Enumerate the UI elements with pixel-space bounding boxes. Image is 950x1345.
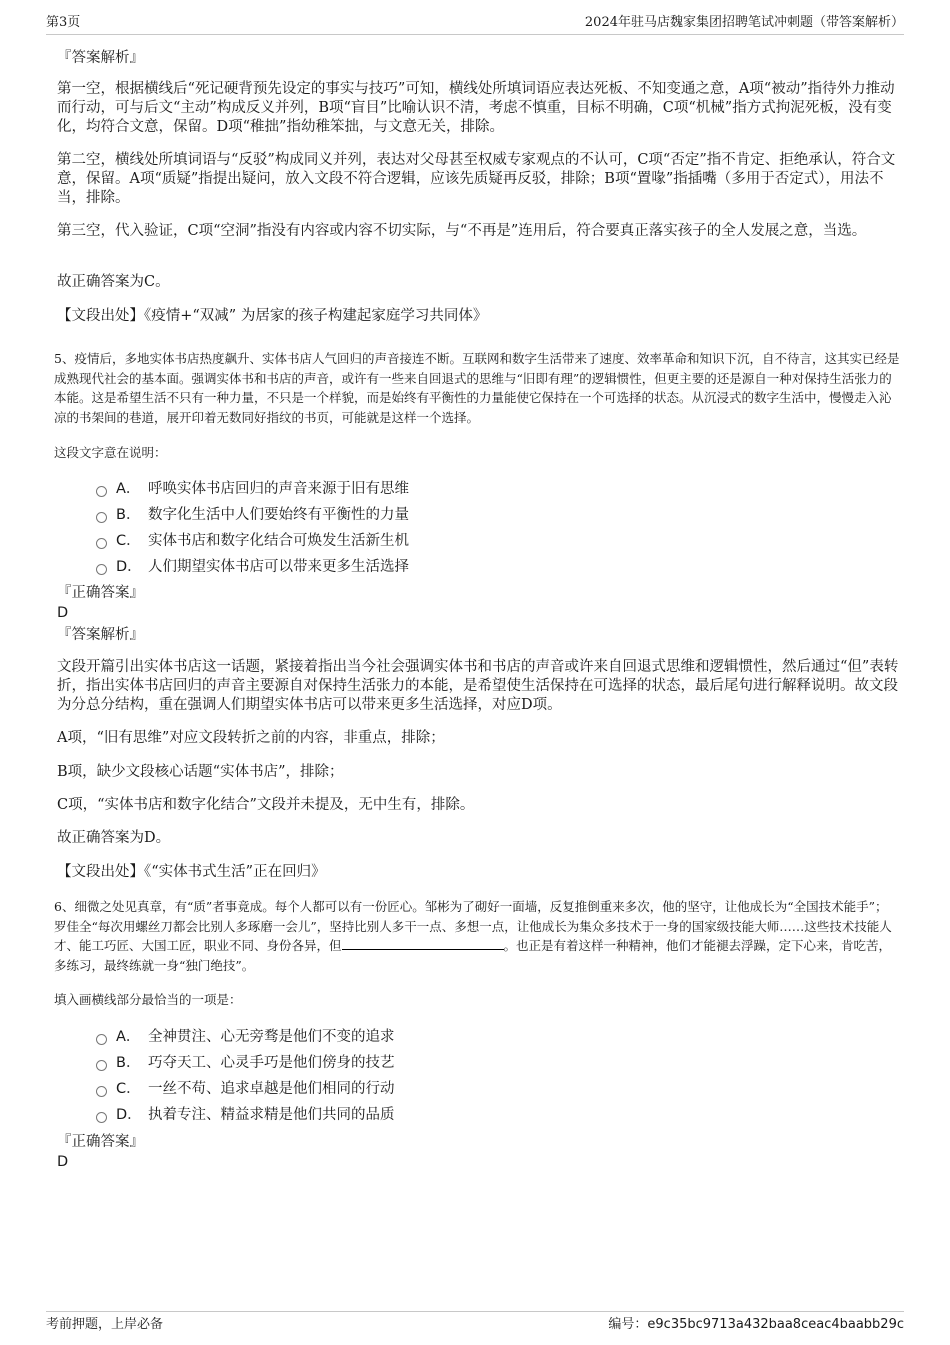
q5-correct-answer: D bbox=[57, 605, 69, 621]
radio-icon[interactable] bbox=[96, 1060, 107, 1071]
radio-icon[interactable] bbox=[96, 1034, 107, 1045]
radio-icon[interactable] bbox=[96, 564, 107, 575]
q5-analysis-paragraph-1: 文段开篇引出实体书店这一话题，紧接着指出当今社会强调实体书和书店的声音或许来自回退式思维和逻辑惯性，然后通过“但”表转折，指出实体书店回归的声音主要源自对保持生活张力的本能，是希望使生活保持在可选择的状态，最后尾句进行解释说明。故文段为分总分结构，重在强调人们期望实体书店可以带来更多生活选择，对应D项。 bbox=[57, 659, 899, 713]
q5-source: 【文段出处】《“实体书式生活”正在回归》 bbox=[57, 864, 326, 880]
radio-icon[interactable] bbox=[96, 512, 107, 523]
footer-slogan: 考前押题，上岸必备 bbox=[46, 1317, 164, 1332]
page-header bbox=[46, 12, 904, 35]
q4-analysis-paragraph-3: 第三空，代入验证，C项“空洞”指没有内容或内容不切实际，与“不再是”连用后，符合要真正落实孩子的全人发展之意，当选。 bbox=[57, 223, 867, 239]
q4-analysis-paragraph-2: 第二空，横线处所填词语与“反驳”构成同义并列，表达对父母甚至权威专家观点的不认可，C项“否定”指不肯定、拒绝承认，符合文意，保留。A项“质疑”指提出疑问，放入文段不符合逻辑，应该先质疑再反驳，排除；B项“置喙”指插嘴（多用于否定式），用法不当，排除。 bbox=[57, 152, 896, 206]
q4-analysis-label: 『答案解析』 bbox=[57, 50, 144, 66]
document-title: 2024年驻马店魏家集团招聘笔试冲刺题（带答案解析） bbox=[584, 15, 904, 30]
page-number: 第3页 bbox=[46, 15, 81, 30]
document-code: 编号：e9c35bc9713a432baa8ceac4baabb29c bbox=[608, 1317, 904, 1332]
q6-question-text: 6、细微之处见真章，有“质”者事竟成。每个人都可以有一份匠心。邹彬为了砌好一面墙，反复推倒重来多次，他的坚守，让他成长为“全国技术能手”；罗佳全“每次用螺丝刀都会比别人多琢磨一会儿”，坚持比别人多干一点、多想一点，让他成长为集众多技术于一身的国家级技能大师……这些技术技能人才、能工巧匠、大国工匠，职业不同、身份各异，但 。也正是有着这样一种精神，他们才能褪去浮躁，定下心来，肯吃苦，多练习，最终练就一身“独门绝技”。 bbox=[54, 899, 892, 973]
q5-option-b[interactable]: B． 数字化生活中人们要始终有平衡性的力量 bbox=[96, 506, 409, 524]
q5-correct-label: 『正确答案』 bbox=[57, 585, 144, 601]
answer-blank bbox=[342, 936, 504, 950]
q6-option-d[interactable]: D． 执着专注、精益求精是他们共同的品质 bbox=[96, 1106, 395, 1124]
radio-icon[interactable] bbox=[96, 1112, 107, 1123]
q5-prompt: 这段文字意在说明： bbox=[54, 445, 167, 460]
q5-question-text: 5、疫情后，多地实体书店热度飙升、实体书店人气回归的声音接连不断。互联网和数字生活带来了速度、效率革命和知识下沉，自不待言，这其实已经是成熟现代社会的基本面。强调实体书和书店的声音，或许有一些来自回退式的思维与“旧即有理”的逻辑惯性，但更主要的还是源自一种对保持生活张力的本能。这是希望生活不只有一种力量，不只是一个样貌，而是始终有平衡性的力量能使它保持在一个可选择的状态。从沉浸式的数字生活中，慢慢走入沁凉的书架间的巷道，展开印着无数同好指纹的书页，可能就是这样一个选择。 bbox=[54, 351, 900, 425]
q5-option-c[interactable]: C． 实体书店和数字化结合可焕发生活新生机 bbox=[96, 532, 409, 550]
radio-icon[interactable] bbox=[96, 486, 107, 497]
q4-source: 【文段出处】《疫情+“双减” 为居家的孩子构建起家庭学习共同体》 bbox=[57, 308, 488, 324]
q5-analysis-option-c: C项，“实体书店和数字化结合”文段并未提及，无中生有，排除。 bbox=[57, 797, 475, 813]
radio-icon[interactable] bbox=[96, 538, 107, 549]
q6-option-c[interactable]: C． 一丝不苟、追求卓越是他们相同的行动 bbox=[96, 1080, 395, 1098]
q6-option-a[interactable]: A． 全神贯注、心无旁骛是他们不变的追求 bbox=[96, 1028, 395, 1046]
q4-conclusion: 故正确答案为C。 bbox=[57, 274, 170, 290]
q5-analysis-option-b: B项，缺少文段核心话题“实体书店”，排除； bbox=[57, 764, 344, 780]
radio-icon[interactable] bbox=[96, 1086, 107, 1097]
q5-analysis-option-a: A项，“旧有思维”对应文段转折之前的内容，非重点，排除； bbox=[57, 730, 445, 746]
q5-option-d[interactable]: D． 人们期望实体书店可以带来更多生活选择 bbox=[96, 558, 409, 576]
q5-analysis-label: 『答案解析』 bbox=[57, 627, 144, 643]
q4-analysis-paragraph-1: 第一空，根据横线后“死记硬背预先设定的事实与技巧”可知，横线处所填词语应表达死板、不知变通之意，A项“被动”指待外力推动而行动，可与后文“主动”构成反义并列，B项“盲目”比喻认识不清，考虑不慎重，目标不明确，C项“机械”指方式拘泥死板，没有变化，均符合文意，保留。D项“稚拙”指幼稚笨拙，与文意无关，排除。 bbox=[57, 81, 895, 135]
q5-conclusion: 故正确答案为D。 bbox=[57, 830, 171, 846]
q6-correct-answer: D bbox=[57, 1154, 69, 1170]
q6-prompt: 填入画横线部分最恰当的一项是： bbox=[54, 992, 242, 1007]
q5-option-a[interactable]: A． 呼唤实体书店回归的声音来源于旧有思维 bbox=[96, 480, 409, 498]
page-footer bbox=[46, 1311, 904, 1334]
q6-correct-label: 『正确答案』 bbox=[57, 1134, 144, 1150]
q6-option-b[interactable]: B． 巧夺天工、心灵手巧是他们傍身的技艺 bbox=[96, 1054, 395, 1072]
